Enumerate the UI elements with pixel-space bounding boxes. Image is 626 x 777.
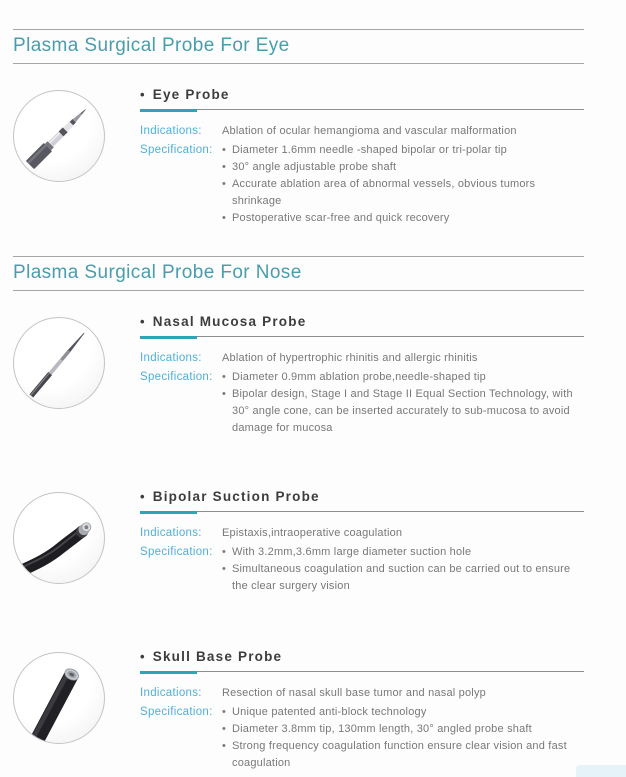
spec-bullet: • [222, 144, 227, 156]
spec-item [222, 142, 584, 159]
product-title-text: Skull Base Probe [152, 649, 283, 664]
product-title [140, 86, 584, 104]
spec-bullet: • [222, 706, 227, 718]
section-title: Plasma Surgical Probe For Eye [13, 35, 290, 56]
spec-text: Diameter 0.9mm ablation probe,needle-shaped tip [232, 371, 486, 383]
spec-text: Unique patented anti-block technology [232, 706, 427, 718]
spec-text: With 3.2mm,3.6mm large diameter suction hole [232, 546, 472, 558]
product-title-text: Nasal Mucosa Probe [152, 314, 307, 329]
spec-item [222, 386, 584, 437]
underline-teal-accent [140, 109, 197, 112]
spec-text: Diameter 1.6mm needle -shaped bipolar or tri-polar tip [232, 144, 507, 156]
skull-base-probe-photo [13, 652, 105, 744]
title-underline [140, 109, 584, 112]
product-details [140, 123, 584, 227]
spec-text: Bipolar design, Stage I and Stage II Equal Section Technology, with 30° angle cone, can be inserted accurately to sub-mucosa to avoid damage for mucosa [232, 388, 573, 434]
underline-teal-accent [140, 511, 197, 514]
spec-bullet: • [222, 388, 227, 400]
spec-bullet: • [222, 723, 227, 735]
indications-row [140, 685, 584, 702]
title-bullet: • [140, 314, 146, 329]
eye-probe-illustration [14, 91, 104, 181]
underline-gray [140, 671, 584, 672]
specification-row [140, 704, 584, 772]
underline-gray [140, 511, 584, 512]
indications-value: Resection of nasal skull base tumor and nasal polyp [222, 687, 486, 699]
nasal-mucosa-probe-illustration [14, 318, 104, 408]
skull-base-probe-illustration [14, 653, 104, 743]
page-corner-artifact [576, 765, 626, 777]
spec-text: Accurate ablation area of abnormal vessels, obvious tumors shrinkage [232, 178, 536, 207]
spec-text: Postoperative scar-free and quick recovery [232, 212, 450, 224]
section-title: Plasma Surgical Probe For Nose [13, 262, 302, 283]
specification-label: Specification: [140, 546, 213, 558]
product-title [140, 488, 584, 506]
indications-value: Ablation of ocular hemangioma and vascular malformation [222, 125, 517, 137]
product-title [140, 648, 584, 666]
spec-item [222, 210, 584, 227]
title-underline [140, 671, 584, 674]
spec-bullet: • [222, 563, 227, 575]
specification-list [222, 142, 584, 227]
product-skull-base-probe [13, 648, 584, 772]
product-content [140, 648, 584, 772]
title-underline [140, 336, 584, 339]
spec-bullet: • [222, 371, 227, 383]
spec-text: Strong frequency coagulation function ensure clear vision and fast coagulation [232, 740, 567, 769]
title-bullet: • [140, 489, 146, 504]
product-details [140, 525, 584, 595]
spec-text: 30° angle adjustable probe shaft [232, 161, 397, 173]
spec-item [222, 704, 584, 721]
indications-label: Indications: [140, 527, 202, 539]
eye-probe-photo [13, 90, 105, 182]
indications-value: Epistaxis,intraoperative coagulation [222, 527, 403, 539]
indications-row [140, 350, 584, 367]
indications-label: Indications: [140, 687, 202, 699]
underline-gray [140, 336, 584, 337]
underline-gray [140, 109, 584, 110]
spec-item [222, 721, 584, 738]
spec-item [222, 738, 584, 772]
nasal-mucosa-probe-photo [13, 317, 105, 409]
product-content [140, 488, 584, 595]
product-title-text: Eye Probe [152, 87, 230, 102]
spec-item [222, 544, 584, 561]
photo-column [13, 488, 140, 595]
product-content [140, 86, 584, 227]
specification-list [222, 369, 584, 437]
specification-row [140, 142, 584, 227]
product-title [140, 313, 584, 331]
spec-bullet: • [222, 740, 227, 752]
indications-value: Ablation of hypertrophic rhinitis and allergic rhinitis [222, 352, 478, 364]
bipolar-suction-probe-photo [13, 492, 105, 584]
spec-text: Diameter 3.8mm tip, 130mm length, 30° angled probe shaft [232, 723, 532, 735]
specification-label: Specification: [140, 706, 213, 718]
product-title-text: Bipolar Suction Probe [152, 489, 320, 504]
underline-teal-accent [140, 671, 197, 674]
indications-label: Indications: [140, 125, 202, 137]
product-content [140, 313, 584, 437]
title-bullet: • [140, 649, 146, 664]
spec-bullet: • [222, 161, 227, 173]
title-underline [140, 511, 584, 514]
product-nasal-mucosa-probe [13, 313, 584, 437]
product-bipolar-suction-probe [13, 488, 584, 595]
specification-list [222, 544, 584, 595]
specification-list [222, 704, 584, 772]
product-details [140, 685, 584, 772]
product-details [140, 350, 584, 437]
photo-column [13, 86, 140, 227]
spec-bullet: • [222, 212, 227, 224]
spec-bullet: • [222, 178, 227, 190]
section-header-eye [13, 29, 584, 64]
underline-teal-accent [140, 336, 197, 339]
photo-column [13, 648, 140, 772]
spec-text: Simultaneous coagulation and suction can be carried out to ensure the clear surgery vision [232, 563, 571, 592]
bipolar-suction-probe-illustration [14, 493, 104, 583]
spec-bullet: • [222, 546, 227, 558]
title-bullet: • [140, 87, 146, 102]
specification-row [140, 544, 584, 595]
product-eye-probe [13, 86, 584, 227]
indications-row [140, 525, 584, 542]
spec-item [222, 159, 584, 176]
specification-row [140, 369, 584, 437]
section-header-nose [13, 256, 584, 291]
indications-label: Indications: [140, 352, 202, 364]
specification-label: Specification: [140, 144, 213, 156]
spec-item [222, 561, 584, 595]
indications-row [140, 123, 584, 140]
spec-item [222, 176, 584, 210]
specification-label: Specification: [140, 371, 213, 383]
spec-item [222, 369, 584, 386]
photo-column [13, 313, 140, 437]
